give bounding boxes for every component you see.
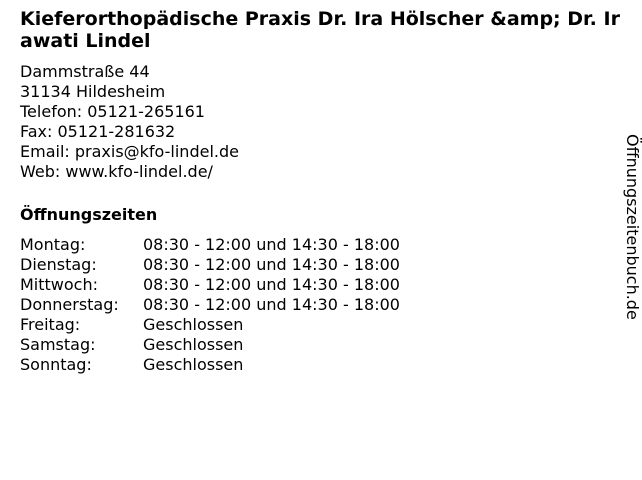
hours-row-sunday: [20, 355, 626, 375]
hours-row-monday: [20, 235, 626, 255]
practice-info: [20, 8, 626, 375]
opening-hours-table: [20, 235, 626, 375]
hours-row-friday: [20, 315, 626, 335]
email-address: Email: praxis@kfo-lindel.de: [20, 142, 239, 161]
day-label: Dienstag:: [20, 255, 97, 274]
website-address: Web: www.kfo-lindel.de/: [20, 162, 213, 181]
phone-number: Telefon: 05121-265161: [20, 102, 205, 121]
street-address: Dammstraße 44: [20, 62, 150, 81]
time-value: Geschlossen: [143, 355, 244, 374]
time-value: 08:30 - 12:00 und 14:30 - 18:00: [143, 295, 400, 314]
day-label: Samstag:: [20, 335, 96, 354]
time-value: Geschlossen: [143, 335, 244, 354]
day-label: Donnerstag:: [20, 295, 119, 314]
hours-row-thursday: [20, 295, 626, 315]
hours-row-wednesday: [20, 275, 626, 295]
day-label: Freitag:: [20, 315, 81, 334]
time-value: 08:30 - 12:00 und 14:30 - 18:00: [143, 255, 400, 274]
fax-number: Fax: 05121-281632: [20, 122, 176, 141]
day-label: Mittwoch:: [20, 275, 98, 294]
practice-title: Kieferorthopädische Praxis Dr. Ira Hölscher &amp; Dr. Irawati Lindel: [20, 8, 620, 52]
time-value: 08:30 - 12:00 und 14:30 - 18:00: [143, 235, 400, 254]
watermark-site-name: Öffnungszeitenbuch.de: [623, 134, 642, 320]
city-address: 31134 Hildesheim: [20, 82, 166, 101]
time-value: 08:30 - 12:00 und 14:30 - 18:00: [143, 275, 400, 294]
contact-block: [20, 62, 626, 182]
day-label: Sonntag:: [20, 355, 92, 374]
time-value: Geschlossen: [143, 315, 244, 334]
day-label: Montag:: [20, 235, 86, 254]
opening-hours-heading: Öffnungszeiten: [20, 205, 158, 224]
hours-row-saturday: [20, 335, 626, 355]
hours-row-tuesday: [20, 255, 626, 275]
